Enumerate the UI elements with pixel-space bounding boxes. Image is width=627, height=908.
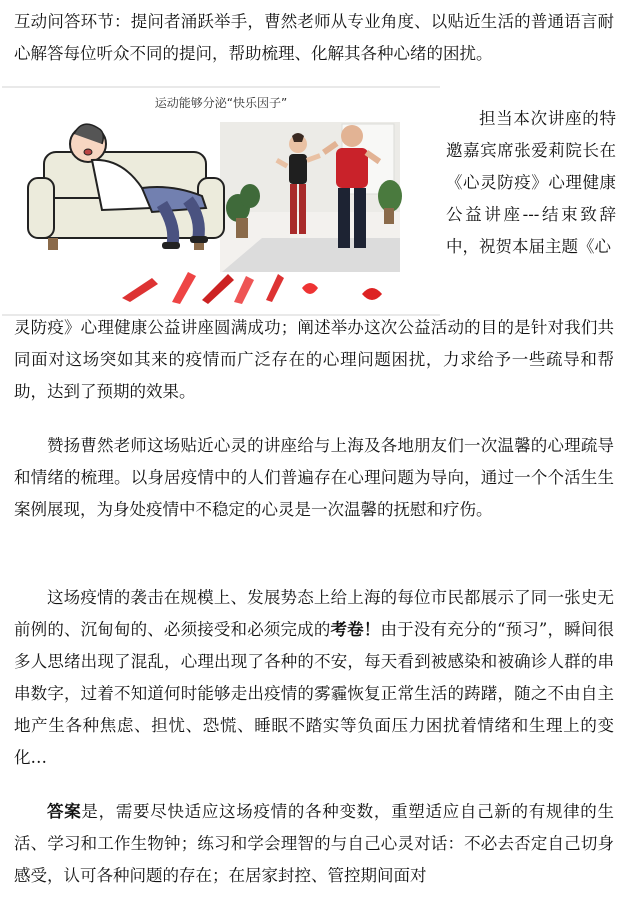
red-decor	[2, 272, 440, 314]
paragraph-qa-session: 互动问答环节：提问者涌跃举手，曹然老师从专业角度、以贴近生活的普通语言耐心解答每位听众不同的提问，帮助梳理、化解其各种心绪的困扰。	[14, 12, 614, 63]
answer-text: 是，需要尽快适应这场疫情的各种变数，重塑适应自己新的有规律的生活、学习和工作生物钟；练习和学会理智的与自己心灵对话：不必去否定自己切身感受，认可各种问题的存在；在居家封控、管控期间面对	[14, 802, 614, 885]
answer-bold-text: 答案	[47, 802, 82, 821]
slide-caption: 运动能够分泌“快乐因子”	[154, 96, 288, 110]
paragraph-exam	[14, 582, 614, 774]
paragraph-host-wrap: 担当本次讲座的特邀嘉宾席张爱莉院长在《心灵防疫》心理健康公益讲座---结束致辞中，祝贺本届主题《心	[446, 109, 616, 256]
lecture-slide-image	[2, 86, 440, 316]
paragraph-host-continued: 灵防疫》心理健康公益讲座圆满成功；阐述举办这次公益活动的目的是针对我们共同面对这场突如其来的疫情而广泛存在的心理问题困扰，力求给予一些疏导和帮助，达到了预期的效果。	[14, 318, 614, 401]
exam-text-b: 由于没有充分的“预习”，瞬间很多人思绪出现了混乱，心理出现了各种的不安，每天看到被感染和被确诊人群的串串数字，过着不知道何时能够走出疫情的雾霾恢复正常生活的踌躇，随之不由自主地产生各种焦虑、担忧、恐慌、睡眠不踏实等负面压力困扰着情绪和生理上的变化…	[14, 620, 614, 767]
paragraph-answer	[14, 796, 614, 892]
slide-illustration	[2, 88, 440, 314]
exam-bold-text: 考卷！	[330, 620, 381, 639]
exam-text-a: 这场疫情的袭击在规模上、发展势态上给上海的每位市民都展示了同一张史无前例的、沉甸甸的、必须接受和必须完成的	[14, 588, 614, 639]
paragraph-praise: 赞扬曹然老师这场贴近心灵的讲座给与上海及各地朋友们一次温馨的心理疏导和情绪的梳理。以身居疫情中的人们普遍存在心理问题为导向，通过一个个活生生案例展现，为身处疫情中不稳定的心灵是一次温馨的抚慰和疗伤。	[14, 436, 614, 519]
